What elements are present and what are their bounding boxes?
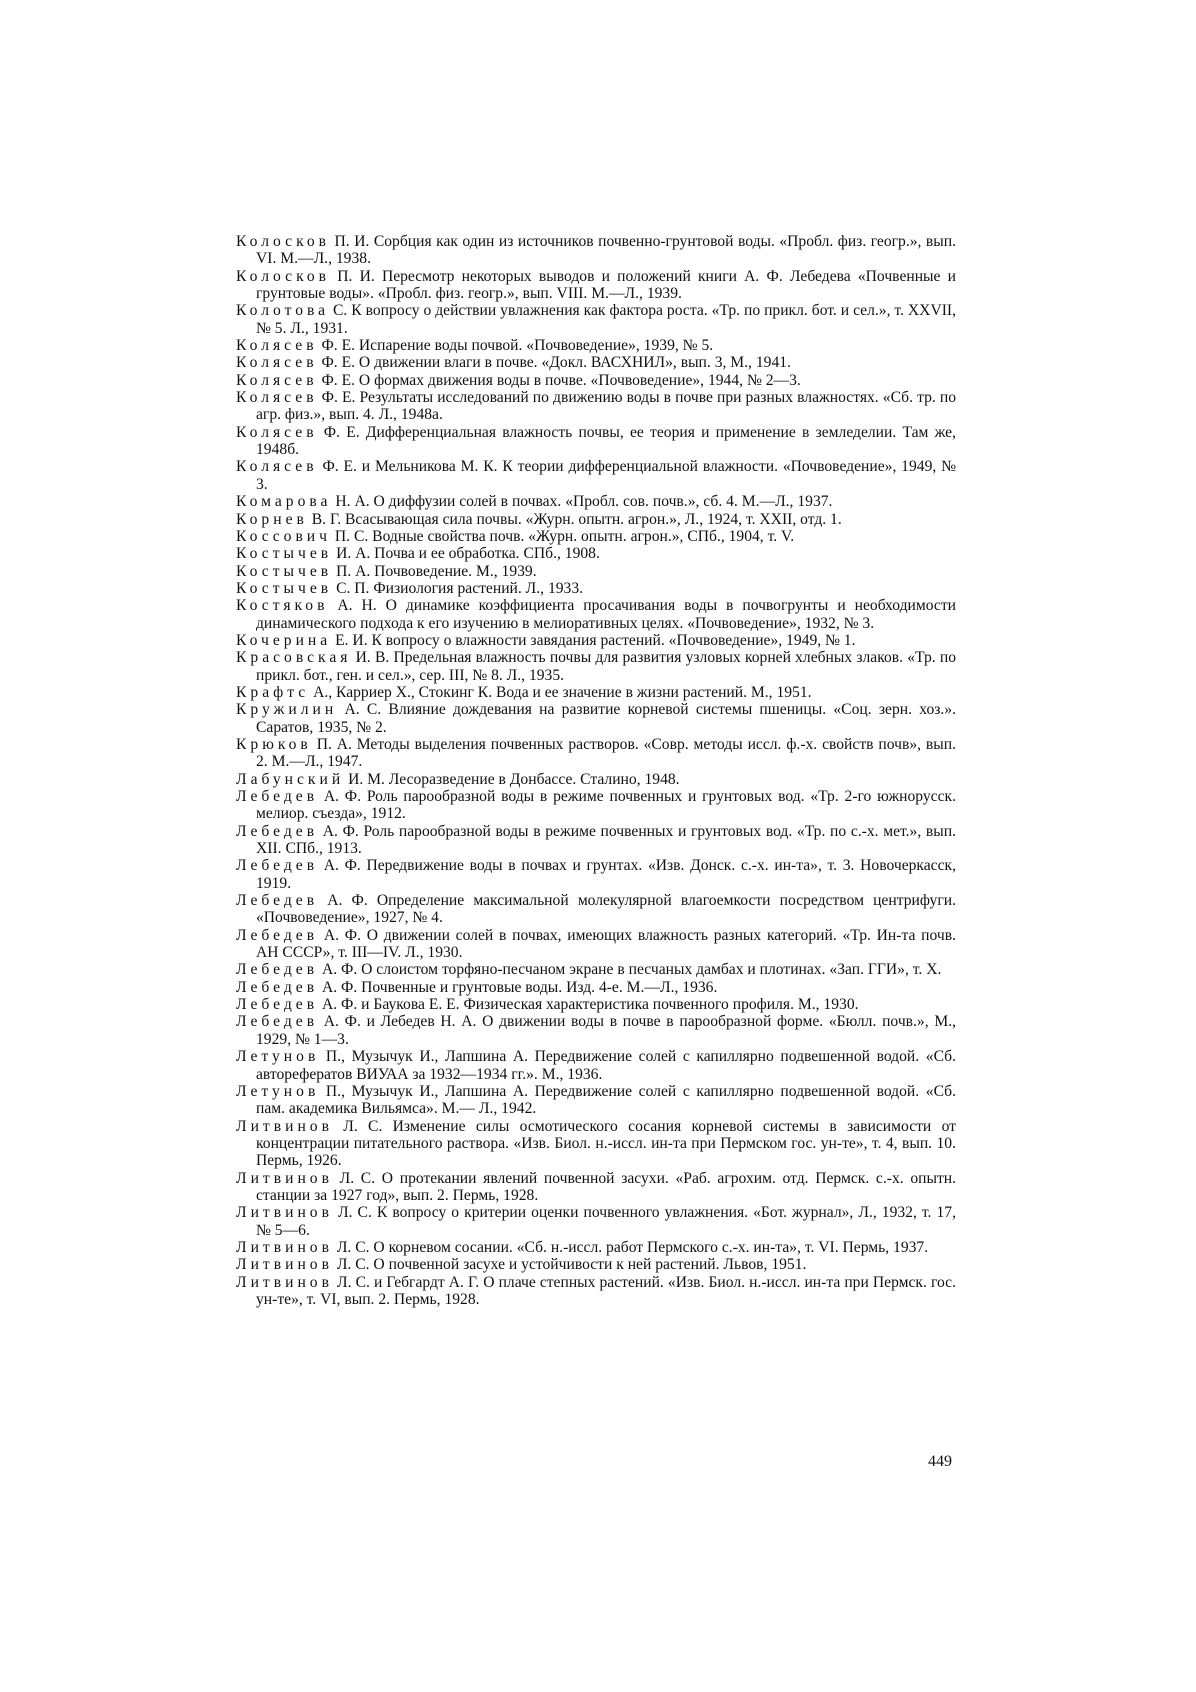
- entry-author: Летунов: [236, 1048, 320, 1066]
- entry-author: Колясев: [236, 458, 318, 476]
- entry-text: Л. С. О почвенной засухе и устойчивости к ней растений. Львов, 1951.: [336, 1256, 807, 1274]
- bibliography-entry: [236, 372, 956, 389]
- entry-author: Лабунский: [236, 770, 345, 788]
- entry-author: Красовская: [236, 649, 352, 667]
- entry-author: Колясев: [236, 423, 318, 441]
- entry-author: Колосков: [236, 233, 331, 250]
- entry-text: Н. А. О диффузии солей в почвах. «Пробл. сов. почв.», сб. 4. М.—Л., 1937.: [335, 493, 833, 511]
- entry-text: Е. И. К вопросу о влажности завядания растений. «Почвоведение», 1949, № 1.: [335, 631, 856, 649]
- entry-author: Лебедев: [236, 1013, 319, 1031]
- entry-text: Л. С. О корневом сосании. «Сб. н.-иссл. работ Пермского с.-х. ин-та», т. VI. Пермь, 1937.: [336, 1238, 929, 1256]
- entry-text: Л. С. К вопросу о критерии оценки почвенного увлажнения. «Бот. журнал», Л., 1932, т. 17, № 5—6.: [256, 1204, 957, 1239]
- entry-author: Крафтс: [236, 683, 310, 701]
- entry-text: П., Музычук И., Лапшина А. Передвижение солей с капиллярно подвешенной водой. «Сб. авторефератов ВИУАА за 1932—1934 гг.». М., 1936.: [256, 1048, 956, 1083]
- entry-author: Костычев: [236, 545, 333, 563]
- bibliography-entry: [236, 961, 956, 978]
- entry-text: А. Ф. Определение максимальной молекулярной влагоемкости посредством центрифуги. «Почвоведение», 1927, № 4.: [256, 892, 956, 927]
- entry-author: Колосков: [236, 267, 331, 285]
- entry-text: С. К вопросу о действии увлажнения как фактора роста. «Тр. по прикл. бот. и сел.», т. XXVII, № 5. Л., 1931.: [256, 302, 956, 337]
- bibliography-entry: [236, 1256, 956, 1273]
- bibliography-entry: [236, 268, 956, 303]
- bibliography-entry: [236, 389, 956, 424]
- entry-text: П., Музычук И., Лапшина А. Передвижение солей с капиллярно подвешенной водой. «Сб. пам. академика Вильямса». М.— Л., 1942.: [256, 1082, 956, 1118]
- entry-text: С. П. Физиология растений. Л., 1933.: [336, 579, 584, 597]
- bibliography-entry: [236, 996, 956, 1013]
- entry-text: П. С. Водные свойства почв. «Журн. опытн. агрон.», СПб., 1904, т. V.: [334, 527, 795, 545]
- bibliography-entry: [236, 1048, 956, 1083]
- entry-text: Ф. Е. Дифференциальная влажность почвы, ее теория и применение в земледелии. Там же, 1948б.: [256, 423, 956, 459]
- entry-author: Лебедев: [236, 788, 319, 805]
- entry-text: Ф. Е. О движении влаги в почве. «Докл. ВАСХНИЛ», вып. 3, М., 1941.: [321, 354, 791, 372]
- entry-text: И. М. Лесоразведение в Донбассе. Сталино, 1948.: [348, 770, 680, 788]
- entry-text: А. Ф. Роль парообразной воды в режиме почвенных и грунтовых вод. «Тр. 2-го южнорусск. мелиор. съезда», 1912.: [256, 788, 956, 823]
- bibliography-entry: [236, 684, 956, 701]
- bibliography-entry: [236, 788, 956, 823]
- entry-author: Литвинов: [236, 1169, 333, 1187]
- bibliography-entry: [236, 493, 956, 510]
- bibliography-entry: [236, 771, 956, 788]
- entry-author: Колясев: [236, 337, 318, 355]
- entry-author: Кочерина: [236, 631, 332, 649]
- bibliography-entry: [236, 302, 956, 337]
- bibliography-entry: [236, 354, 956, 371]
- bibliography-entry: [236, 649, 956, 684]
- bibliography-entry: [236, 1274, 956, 1309]
- entry-text: А. Н. О динамике коэффициента просачивания воды в почвогрунты и необходимости динамического подхода к его изучению в мелиоративных целях. «Почвоведение», 1932, № 3.: [256, 597, 956, 632]
- bibliography-entry: [236, 1083, 956, 1118]
- bibliography-entry: [236, 1170, 956, 1205]
- bibliography-entry: [236, 1118, 956, 1170]
- bibliography-list: [236, 233, 956, 1308]
- bibliography-entry: [236, 545, 956, 562]
- bibliography-entry: [236, 597, 956, 632]
- entry-text: Л. С. Изменение силы осмотического сосания корневой системы в зависимости от концентрации питательного раствора. «Изв. Биол. н.-иссл. ин-та при Пермском гос. ун-те», т. 4, вып. 10. Пермь, 1926.: [256, 1117, 956, 1170]
- bibliography-entry: [236, 580, 956, 597]
- bibliography-entry: [236, 632, 956, 649]
- entry-text: И. А. Почва и ее обработка. СПб., 1908.: [336, 545, 600, 563]
- entry-author: Костычев: [236, 562, 333, 580]
- entry-author: Колясев: [236, 354, 318, 372]
- entry-author: Корнев: [236, 510, 308, 528]
- bibliography-entry: [236, 233, 956, 268]
- bibliography-entry: [236, 1239, 956, 1256]
- entry-text: Ф. Е. О формах движения воды в почве. «Почвоведение», 1944, № 2—3.: [321, 371, 801, 389]
- entry-author: Кружилин: [236, 701, 338, 719]
- bibliography-entry: [236, 563, 956, 580]
- entry-text: Л. С. и Гебгардт А. Г. О плаче степных растений. «Изв. Биол. н.-иссл. ин-та при Пермск. гос. ун-те», т. VI, вып. 2. Пермь, 1928.: [256, 1273, 956, 1308]
- bibliography-entry: [236, 979, 956, 996]
- entry-author: Комарова: [236, 493, 332, 511]
- entry-author: Лебедев: [236, 978, 319, 996]
- entry-text: Ф. Е. Испарение воды почвой. «Почвоведение», 1939, № 5.: [321, 337, 714, 355]
- entry-author: Лебедев: [236, 892, 319, 910]
- entry-author: Коссович: [236, 527, 331, 545]
- entry-text: А. С. Влияние дождевания на развитие корневой системы пшеницы. «Соц. зерн. хоз.». Саратов, 1935, № 2.: [256, 701, 956, 736]
- entry-text: А. Ф. и Баукова Е. Е. Физическая характеристика почвенного профиля. М., 1930.: [321, 996, 859, 1014]
- entry-author: Лебедев: [236, 926, 319, 944]
- entry-author: Литвинов: [236, 1238, 333, 1256]
- entry-text: А. Ф. О движении солей в почвах, имеющих влажность разных категорий. «Тр. Ин-та почв. АН СССР», т. III—IV. Л., 1930.: [256, 926, 956, 962]
- entry-text: А., Карриер Х., Стокинг К. Вода и ее значение в жизни растений. М., 1951.: [313, 683, 812, 701]
- entry-author: Костычев: [236, 579, 333, 597]
- entry-text: Ф. Е. и Мельникова М. К. К теории дифференциальной влажности. «Почвоведение», 1949, № 3.: [256, 458, 956, 493]
- entry-author: Лебедев: [236, 822, 319, 840]
- entry-author: Литвинов: [236, 1117, 333, 1135]
- bibliography-entry: [236, 927, 956, 962]
- bibliography-entry: [236, 1013, 956, 1048]
- entry-author: Лебедев: [236, 996, 319, 1014]
- entry-author: Литвинов: [236, 1256, 333, 1274]
- bibliography-entry: [236, 736, 956, 771]
- bibliography-entry: [236, 701, 956, 736]
- entry-text: А. Ф. и Лебедев Н. А. О движении воды в почве в парообразной форме. «Бюлл. почв.», М., 1929, № 1—3.: [256, 1013, 956, 1048]
- bibliography-entry: [236, 511, 956, 528]
- entry-author: Костяков: [236, 597, 329, 615]
- bibliography-entry: [236, 823, 956, 858]
- entry-author: Крюков: [236, 735, 312, 753]
- entry-text: П. И. Сорбция как один из источников почвенно-грунтовой воды. «Пробл. физ. геогр.», вып. VI. М.—Л., 1938.: [256, 233, 956, 268]
- bibliography-entry: [236, 337, 956, 354]
- bibliography-entry: [236, 424, 956, 459]
- bibliography-entry: [236, 892, 956, 927]
- entry-text: Ф. Е. Результаты исследований по движению воды в почве при разных влажностях. «Сб. тр. по агр. физ.», вып. 4. Л., 1948а.: [256, 389, 956, 424]
- entry-text: А. Ф. О слоистом торфяно-песчаном экране в песчаных дамбах и плотинах. «Зап. ГГИ», т. X.: [321, 961, 942, 979]
- entry-author: Литвинов: [236, 1204, 333, 1222]
- entry-text: А. Ф. Почвенные и грунтовые воды. Изд. 4-е. М.—Л., 1936.: [321, 978, 718, 996]
- entry-text: В. Г. Всасывающая сила почвы. «Журн. опытн. агрон.», Л., 1924, т. XXII, отд. 1.: [311, 510, 842, 528]
- entry-author: Колясев: [236, 371, 318, 389]
- bibliography-entry: [236, 528, 956, 545]
- entry-text: Л. С. О протекании явлений почвенной засухи. «Раб. агрохим. отд. Пермск. с.-х. опытн. станции за 1927 год», вып. 2. Пермь, 1928.: [256, 1169, 956, 1204]
- entry-text: А. Ф. Передвижение воды в почвах и грунтах. «Изв. Донск. с.-х. ин-та», т. 3. Новочеркасск, 1919.: [256, 857, 956, 892]
- entry-text: П. И. Пересмотр некоторых выводов и положений книги А. Ф. Лебедева «Почвенные и грунтовые воды». «Пробл. физ. геогр.», вып. VIII. М.—Л., 1939.: [256, 267, 956, 303]
- entry-author: Литвинов: [236, 1273, 333, 1291]
- entry-author: Колотова: [236, 302, 330, 320]
- entry-text: П. А. Методы выделения почвенных растворов. «Совр. методы иссл. ф.-х. свойств почв», вып. 2. М.—Л., 1947.: [256, 735, 956, 771]
- entry-author: Лебедев: [236, 857, 319, 875]
- entry-text: П. А. Почвоведение. М., 1939.: [336, 562, 537, 580]
- entry-author: Колясев: [236, 389, 318, 407]
- entry-author: Летунов: [236, 1082, 320, 1100]
- bibliography-entry: [236, 1204, 956, 1239]
- page-number: 449: [928, 1453, 952, 1470]
- entry-text: А. Ф. Роль парообразной воды в режиме почвенных и грунтовых вод. «Тр. по с.-х. мет.», вып. XII. СПб., 1913.: [256, 822, 956, 858]
- bibliography-entry: [236, 458, 956, 493]
- entry-text: И. В. Предельная влажность почвы для развития узловых корней хлебных злаков. «Тр. по прикл. бот., ген. и сел.», сер. III, № 8. Л., 1935.: [256, 649, 956, 684]
- bibliography-entry: [236, 857, 956, 892]
- entry-author: Лебедев: [236, 961, 319, 979]
